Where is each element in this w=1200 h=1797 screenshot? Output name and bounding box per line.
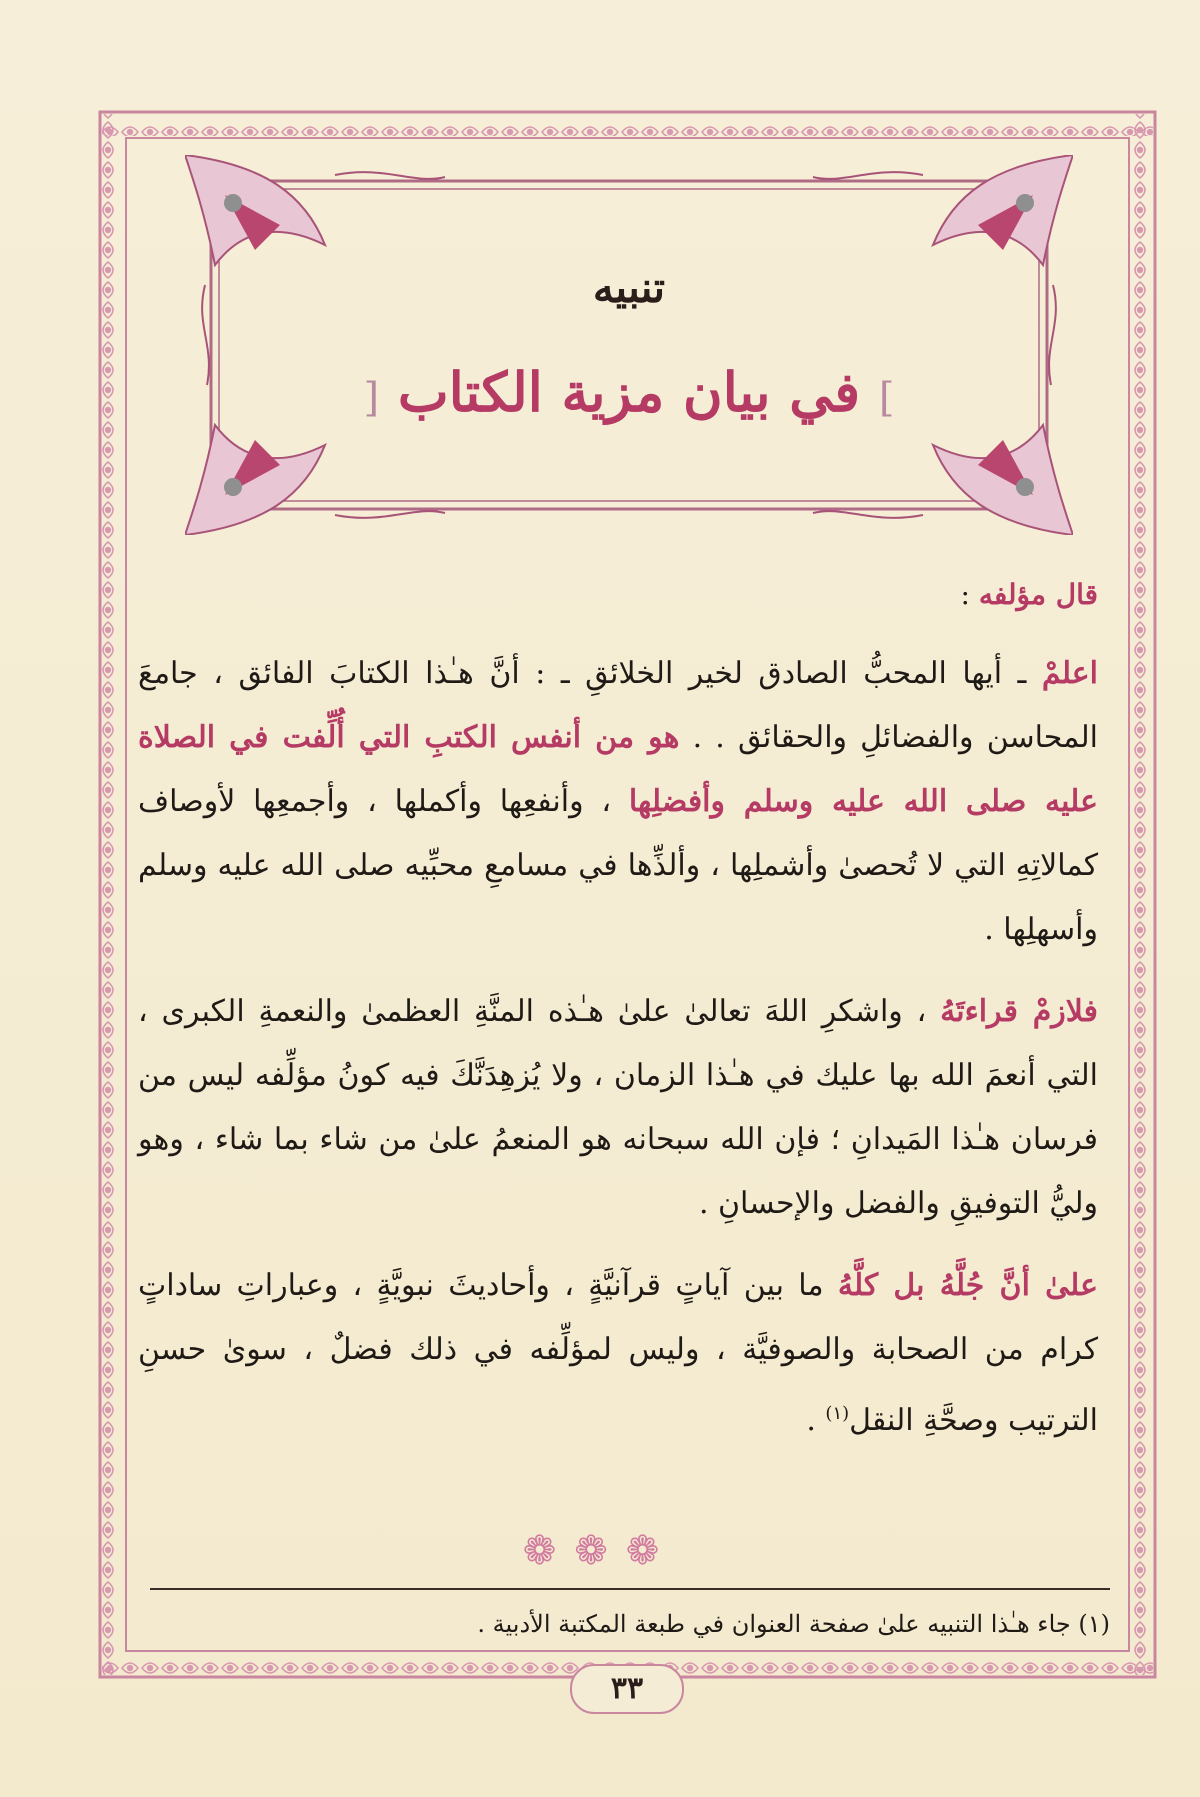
p3-text: ما بين آياتٍ قرآنيَّةٍ ، وأحاديثَ نبويَّةٍ ، وعباراتِ ساداتٍ كرام من الصحابة والصوفيَّة ، وليس لمؤلِّفه في ذلك فضلٌ ، سوىٰ حسنِ الترتيب وصحَّةِ النقل	[138, 1268, 1098, 1438]
section-label: تنبيه	[592, 263, 666, 312]
paragraph-1	[138, 642, 1098, 962]
p1-text-b: ، وأنفعِها وأكملها ، وأجمعِها لأوصاف كمالاتِهِ التي لا تُحصىٰ وأشملِها ، وألذِّها في مسامعِ محبِّيه صلى الله عليه وسلم وأسهلِها .	[138, 784, 1098, 947]
p2-lead: فلازمْ قراءتَهُ	[940, 994, 1098, 1029]
footnote-rule	[150, 1588, 1110, 1590]
bracket-close: ]	[363, 375, 380, 421]
title-frame	[185, 155, 1073, 535]
body-text	[138, 570, 1098, 1471]
footnote-reference[interactable]: (١)	[825, 1403, 850, 1424]
footnote-number: (١)	[1078, 1610, 1110, 1638]
title-frame-ornament	[185, 155, 1073, 535]
p2-text: ، واشكرِ اللهَ تعالىٰ علىٰ هـٰذه المنَّةِ العظمىٰ والنعمةِ الكبرى ، التي أنعمَ الله بها عليك في هـٰذا الزمان ، ولا يُزهِدَنَّكَ فيه كونُ مؤلِّفه ليس من فرسان هـٰذا المَيدانِ ؛ فإن الله سبحانه هو المنعمُ علىٰ من شاء بما شاء ، وهو وليُّ التوفيقِ والفضل والإحسانِ .	[138, 994, 1098, 1221]
bracket-open: [	[878, 375, 895, 421]
section-separator: ❁❁❁	[522, 1528, 678, 1574]
p3-end: .	[806, 1403, 826, 1438]
p3-lead: علىٰ أنَّ جُلَّهُ بل كلَّهُ	[837, 1268, 1098, 1303]
p1-highlight: هو من أنفس الكتبِ التي أُلِّفت في الصلاة عليه صلى الله عليه وسلم وأفضلِها	[138, 720, 1098, 819]
author-label: قال مؤلفه	[978, 578, 1098, 611]
footnote-text: جاء هـٰذا التنبيه علىٰ صفحة العنوان في طبعة المكتبة الأدبية .	[477, 1610, 1071, 1638]
section-title	[185, 360, 1073, 424]
author-colon: :	[960, 578, 979, 611]
section-title-text: في بيان مزية الكتاب	[397, 360, 861, 424]
author-line	[138, 570, 1098, 620]
p1-lead: اعلمْ	[1041, 656, 1098, 691]
paragraph-3	[138, 1254, 1098, 1453]
p1-text-a: ـ أيها المحبُّ الصادق لخير الخلائقِ ـ : أنَّ هـٰذا الكتابَ الفائق ، جامعَ المحاسن والفضائلِ والحقائق . .	[138, 656, 1098, 755]
footnote	[150, 1604, 1110, 1644]
page-number: ٣٣	[570, 1664, 684, 1714]
paragraph-2	[138, 980, 1098, 1236]
